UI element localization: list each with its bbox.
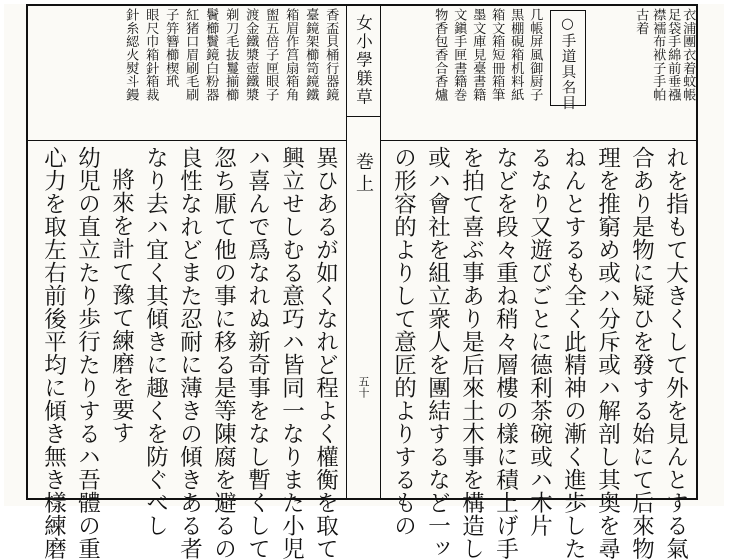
main-text-column: 興立せしむる意巧ハ皆同一なりまた小児 — [278, 146, 305, 560]
list-heading: ○手道具名目 — [559, 16, 576, 111]
glossary-column: 足袋手綿前垂襁 — [665, 8, 681, 102]
title-box-bottom-rule — [346, 116, 380, 117]
main-text-column: 或ハ會社を組立衆人を團結するなど一ッ — [424, 146, 451, 560]
main-text-column: 心力を取左右前後平均に傾き無き樣練磨 — [40, 146, 67, 560]
running-title: 女小學躾草 — [353, 14, 373, 107]
main-text-column: を拍て喜ぶ事あり是后來土木事を構造し — [458, 146, 485, 560]
glossary-column: 渡金鐵漿壺鐵漿 — [243, 8, 259, 102]
glossary-column: 文鎭手匣書籍巻 — [451, 8, 467, 102]
main-text-column: 幼児の直立たり歩行たりするハ吾體の重 — [74, 146, 101, 560]
main-text-column: の形容的よりして意匠的よりするもの — [390, 146, 417, 537]
main-text-column: 忽ち厭て他の事に移る是等陳腐を避るの — [210, 146, 237, 560]
glossary-column: 墨文庫見臺書籍 — [470, 8, 486, 102]
main-text-column: 良性なれどまた忍耐に薄きの傾きある者 — [176, 146, 203, 560]
glossary-column: 古着 — [633, 8, 649, 35]
main-text-column: 將來を計て豫て練磨を要す — [108, 168, 135, 444]
glossary-column: 几帳屏風御厨子 — [527, 8, 543, 102]
glossary-column: 黒棚硯箱机料紙 — [508, 8, 524, 102]
glossary-column: 物香包香合香爐 — [432, 8, 448, 102]
volume-label: 巻上 — [353, 152, 374, 196]
main-text-column: るなり又遊びごとに德利茶碗或ハ木片 — [526, 146, 553, 537]
glossary-column: 襟襦布袱子手帕 — [650, 8, 666, 102]
main-text-column: 理を推窮め或ハ分斥或ハ解剖し其奥を尋 — [594, 146, 621, 560]
main-text-column: 合あり是物に疑ひを發する始にて后來物 — [628, 146, 655, 560]
glossary-column: 箱眉作筥扇箱角 — [283, 8, 299, 102]
title-box-left-rule — [346, 4, 347, 116]
glossary-column: 香盃貝桶行器鏡 — [323, 8, 339, 102]
glossary-column: 衣浦團衣着蚊帳 — [680, 8, 696, 102]
glossary-column: 盥五倍子匣眼子 — [263, 8, 279, 102]
glossary-column: 針糸綛火熨斗鏝 — [123, 8, 139, 102]
right-header-rule — [380, 140, 698, 141]
title-box-right-rule — [380, 4, 381, 116]
book-page — [4, 4, 724, 560]
main-text-column: ハ喜んで爲なれぬ新奇事をなし暫くして — [244, 146, 271, 560]
main-text-column: なり去ハ宜く其傾きに趣くを防ぐべし — [142, 146, 169, 537]
glossary-column: 子笄簪櫛楔玳 — [163, 8, 179, 88]
main-text-column: れを指もて大きくして外を見んとする氣 — [662, 146, 689, 560]
main-text-column: 異ひあるが如くなれど程よく權衡を取て — [312, 146, 339, 560]
glossary-column: 箱文箱短冊箱筆 — [489, 8, 505, 102]
main-text-column: ねんとするも全く此精神の漸く進歩した — [560, 146, 587, 560]
glossary-column: 眼尺巾箱針箱裁 — [143, 8, 159, 102]
glossary-column: 臺鏡架櫛笥鏡鐵 — [303, 8, 319, 102]
folio-number: 五十 — [357, 376, 370, 398]
main-text-column: などを段々重ね稍々層樓の樣に積上げ手 — [492, 146, 519, 560]
left-header-rule — [26, 140, 346, 141]
glossary-column: 紅猪口眉刷毛刷 — [183, 8, 199, 102]
glossary-column: 剃刀毛抜鬘揃櫛 — [223, 8, 239, 102]
glossary-column: 鬢櫛鬢鏡白粉器 — [203, 8, 219, 102]
